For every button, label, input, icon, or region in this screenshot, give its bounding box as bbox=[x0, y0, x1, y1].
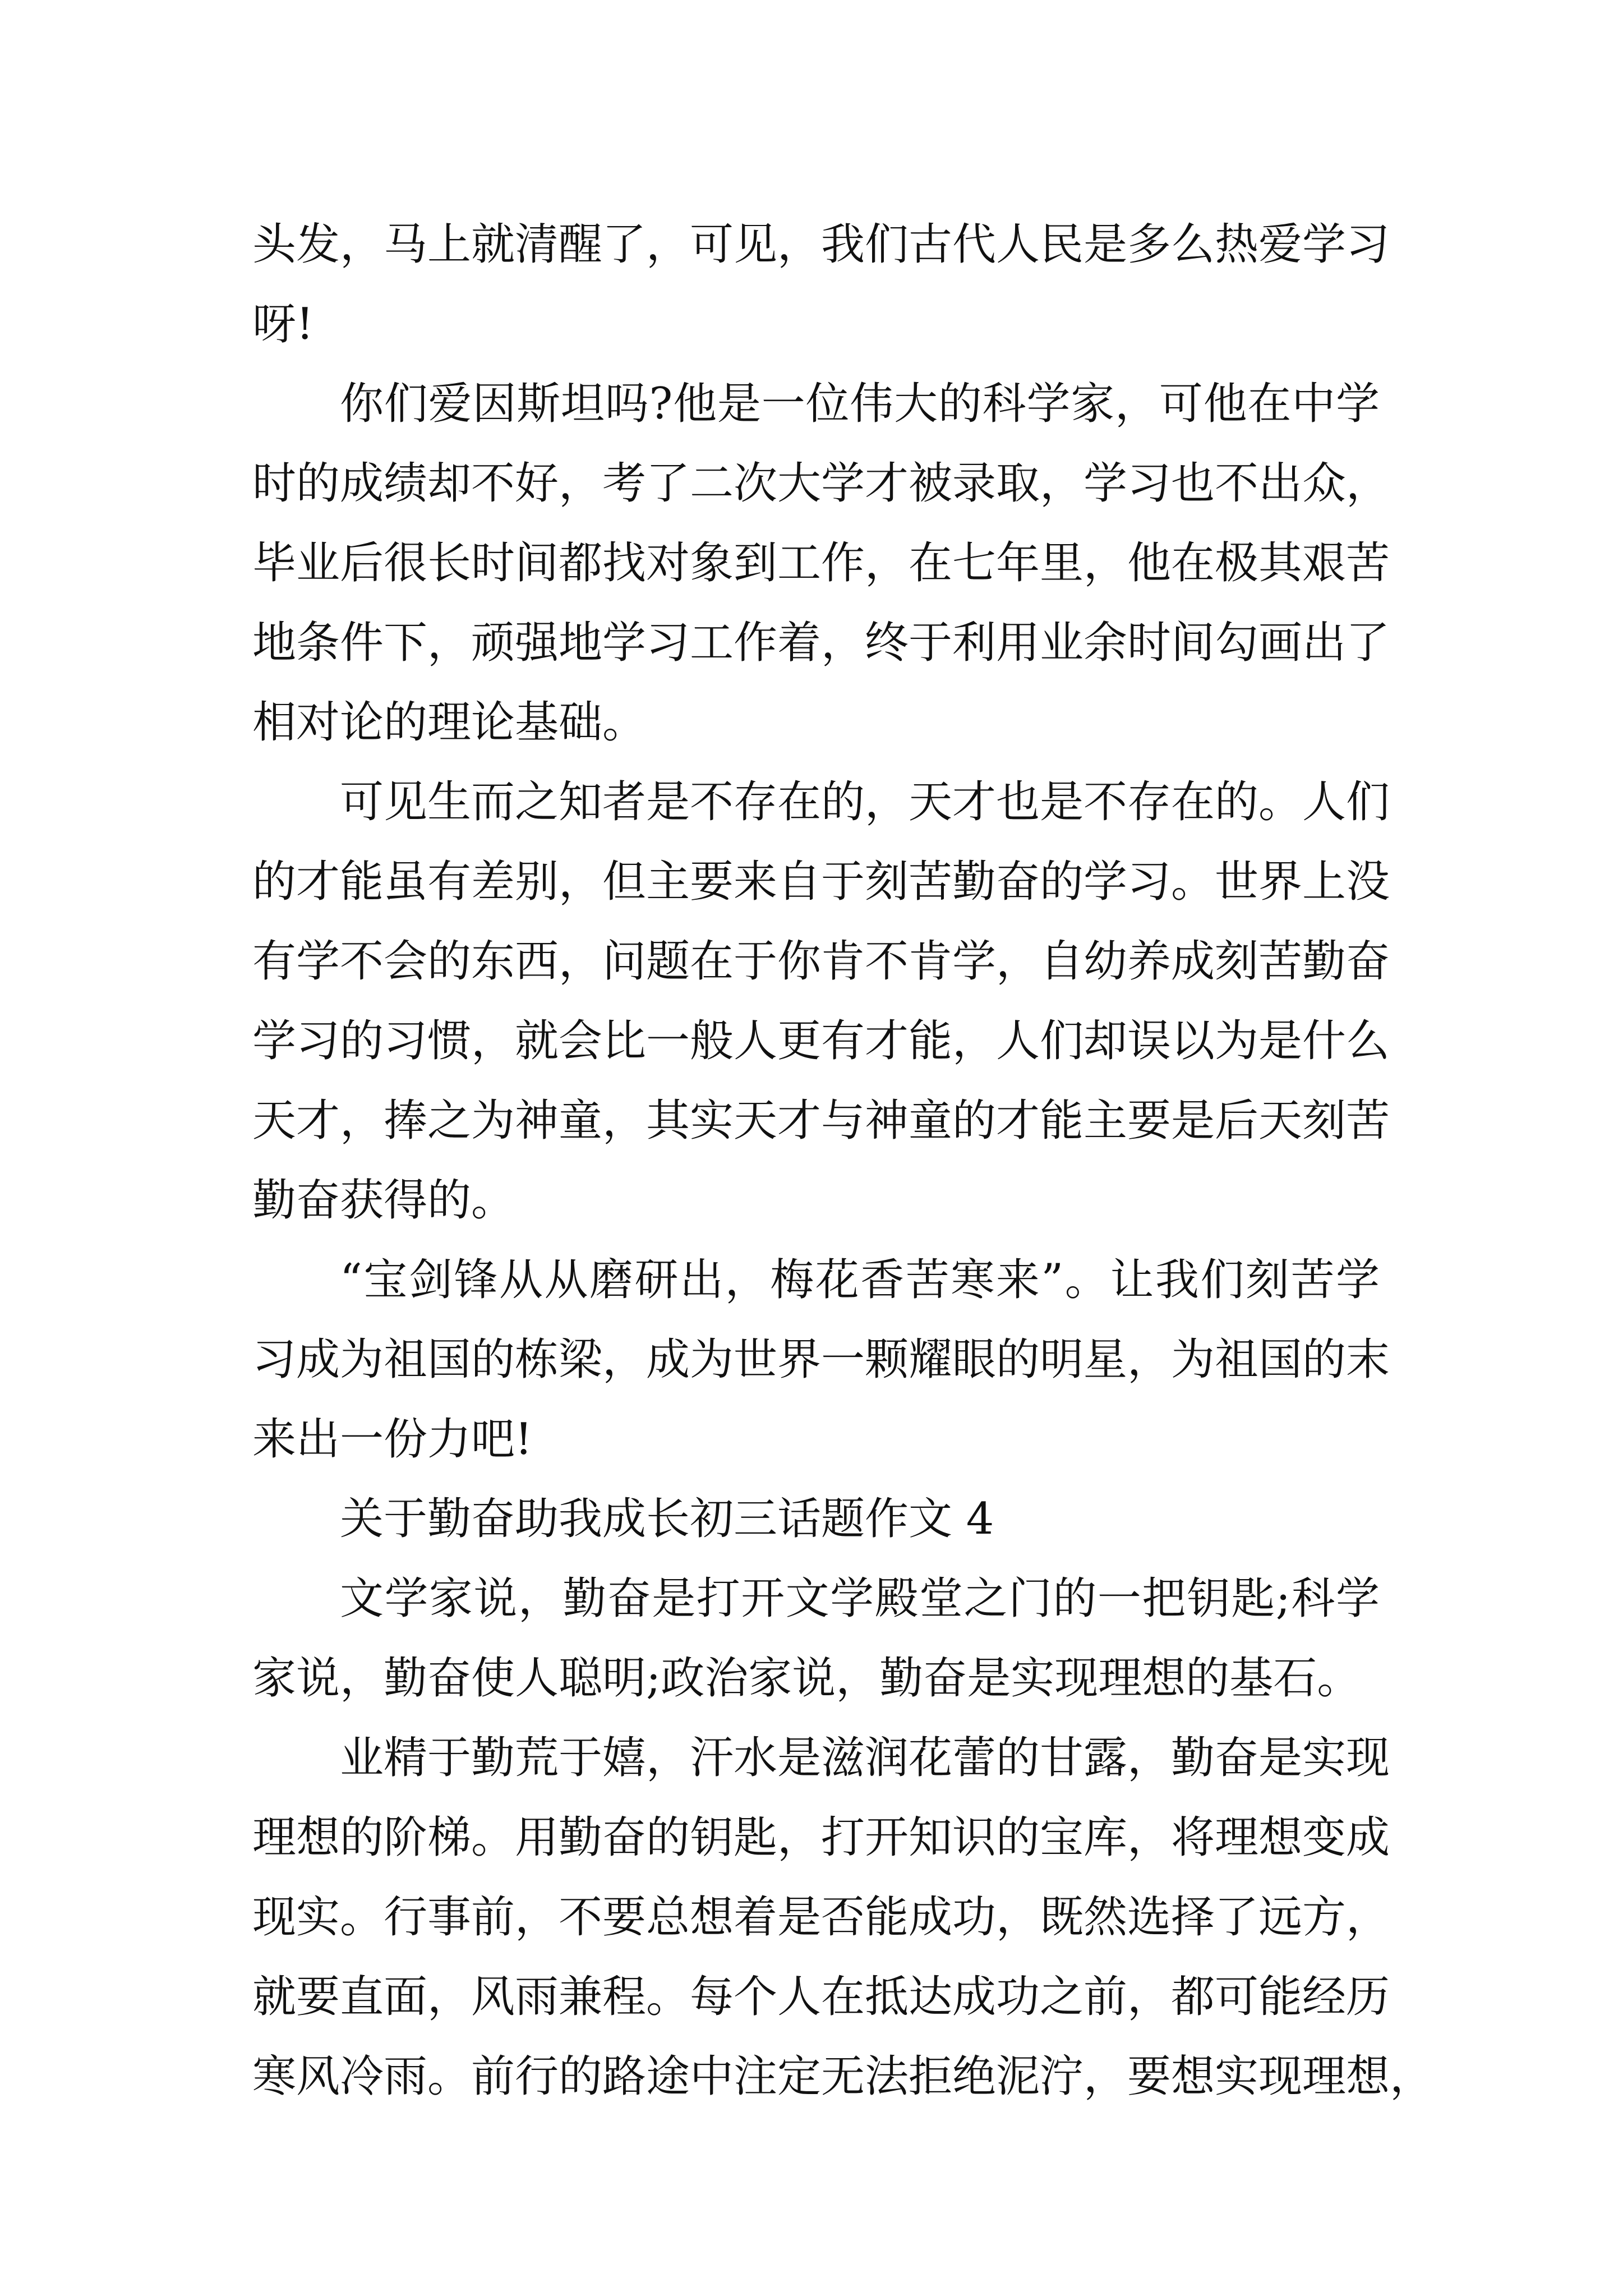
text-line: 就要直面，风雨兼程。每个人在抵达成功之前，都可能经历 bbox=[252, 1972, 1390, 2022]
paragraph-start-line: “宝剑锋从从磨研出，梅花香苦寒来”。让我们刻苦学 bbox=[340, 1255, 1380, 1305]
text-line: 勤奋获得的。 bbox=[252, 1175, 515, 1226]
paragraph-start-line: 业精于勤荒于嬉，汗水是滋润花蕾的甘露，勤奋是实现 bbox=[340, 1733, 1390, 1783]
text-line: 时的成绩却不好，考了二次大学才被录取，学习也不出众， bbox=[252, 458, 1390, 509]
paragraph-start-line: 你们爱因斯坦吗?他是一位伟大的科学家，可他在中学 bbox=[340, 379, 1380, 429]
text-line: 头发，马上就清醒了，可见，我们古代人民是多么热爱学习 bbox=[252, 219, 1390, 270]
text-line: 呀! bbox=[252, 299, 314, 349]
text-line: 理想的阶梯。用勤奋的钥匙，打开知识的宝库，将理想变成 bbox=[252, 1812, 1390, 1863]
text-line: 现实。行事前，不要总想着是否能成功，既然选择了远方， bbox=[252, 1892, 1390, 1943]
section-heading: 关于勤奋助我成长初三话题作文 4 bbox=[340, 1494, 994, 1544]
text-line: 来出一份力吧! bbox=[252, 1414, 533, 1465]
text-line: 天才，捧之为神童，其实天才与神童的才能主要是后天刻苦 bbox=[252, 1096, 1390, 1146]
text-line: 学习的习惯，就会比一般人更有才能，人们却误以为是什么 bbox=[252, 1016, 1390, 1066]
body-text bbox=[252, 205, 1434, 2116]
text-line: 寒风冷雨。前行的路途中注定无法拒绝泥泞，要想实现理想， bbox=[252, 2051, 1434, 2102]
text-line: 相对论的理论基础。 bbox=[252, 697, 647, 748]
paragraph-start-line: 可见生而之知者是不存在的，天才也是不存在的。人们 bbox=[340, 777, 1390, 827]
text-line: 毕业后很长时间都找对象到工作，在七年里，他在极其艰苦 bbox=[252, 538, 1390, 588]
text-line: 家说，勤奋使人聪明;政治家说，勤奋是实现理想的基石。 bbox=[252, 1653, 1361, 1704]
text-line: 的才能虽有差别，但主要来自于刻苦勤奋的学习。世界上没 bbox=[252, 857, 1390, 907]
text-line: 有学不会的东西，问题在于你肯不肯学，自幼养成刻苦勤奋 bbox=[252, 936, 1390, 987]
text-line: 习成为祖国的栋梁，成为世界一颗耀眼的明星，为祖国的末 bbox=[252, 1335, 1390, 1385]
text-line: 地条件下，顽强地学习工作着，终于利用业余时间勾画出了 bbox=[252, 618, 1390, 668]
paragraph-start-line: 文学家说，勤奋是打开文学殿堂之门的一把钥匙;科学 bbox=[340, 1573, 1380, 1624]
